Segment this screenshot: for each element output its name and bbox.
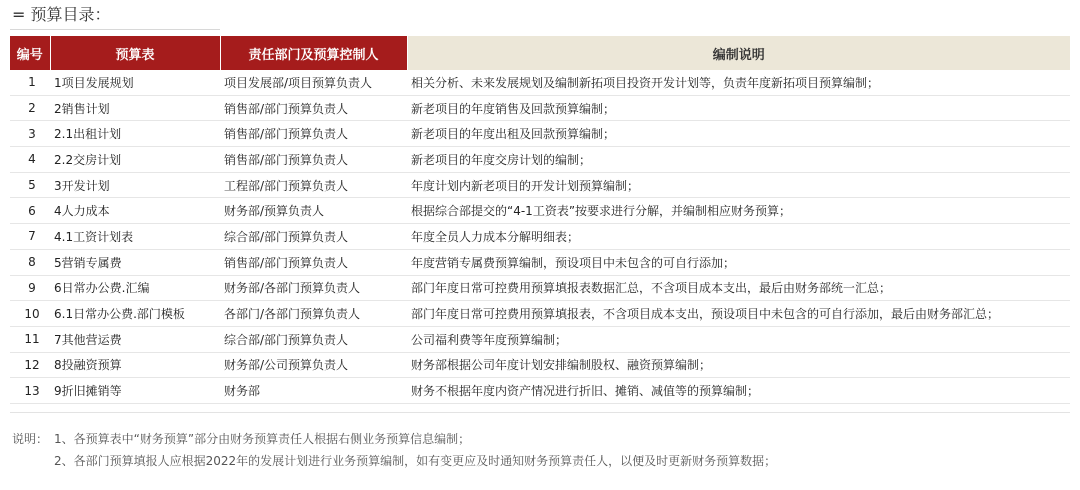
cell-responsible-dept: 财务部/各部门预算负责人: [220, 275, 407, 301]
cell-budget-sheet: 5营销专属费: [50, 249, 220, 275]
cell-budget-sheet: 2.2交房计划: [50, 147, 220, 173]
header-description: 编制说明: [407, 36, 1070, 70]
cell-number: 9: [10, 275, 50, 301]
table-row: [10, 224, 1070, 250]
cell-responsible-dept: 综合部/部门预算负责人: [220, 326, 407, 352]
cell-responsible-dept: 财务部: [220, 378, 407, 404]
cell-responsible-dept: 工程部/部门预算负责人: [220, 172, 407, 198]
cell-number: 7: [10, 224, 50, 250]
cell-description: 根据综合部提交的“4-1工资表”按要求进行分解，并编制相应财务预算；: [407, 198, 1070, 224]
title-underline: [10, 29, 220, 30]
cell-number: 11: [10, 326, 50, 352]
notes-label: 说明：: [12, 432, 49, 446]
cell-responsible-dept: 项目发展部/项目预算负责人: [220, 70, 407, 95]
notes-section: [12, 428, 776, 472]
cell-responsible-dept: 财务部/公司预算负责人: [220, 352, 407, 378]
cell-responsible-dept: 销售部/部门预算负责人: [220, 249, 407, 275]
cell-description: 公司福利费等年度预算编制；: [407, 326, 1070, 352]
table-body: [10, 70, 1070, 403]
cell-number: 6: [10, 198, 50, 224]
table-bottom-rule: [10, 412, 1070, 413]
table-row: [10, 95, 1070, 121]
cell-responsible-dept: 财务部/预算负责人: [220, 198, 407, 224]
cell-budget-sheet: 6日常办公费.汇编: [50, 275, 220, 301]
cell-budget-sheet: 2销售计划: [50, 95, 220, 121]
cell-budget-sheet: 6.1日常办公费.部门模板: [50, 301, 220, 327]
cell-description: 部门年度日常可控费用预算填报表数据汇总，不含项目成本支出，最后由财务部统一汇总；: [407, 275, 1070, 301]
cell-description: 新老项目的年度交房计划的编制；: [407, 147, 1070, 173]
cell-number: 8: [10, 249, 50, 275]
cell-number: 13: [10, 378, 50, 404]
cell-description: 年度计划内新老项目的开发计划预算编制；: [407, 172, 1070, 198]
cell-responsible-dept: 销售部/部门预算负责人: [220, 95, 407, 121]
table-row: [10, 121, 1070, 147]
cell-number: 10: [10, 301, 50, 327]
cell-description: 新老项目的年度出租及回款预算编制；: [407, 121, 1070, 147]
table-row: [10, 172, 1070, 198]
table-header-row: [10, 36, 1070, 70]
cell-description: 新老项目的年度销售及回款预算编制；: [407, 95, 1070, 121]
cell-budget-sheet: 4人力成本: [50, 198, 220, 224]
table-row: [10, 275, 1070, 301]
table-row: [10, 147, 1070, 173]
cell-number: 1: [10, 70, 50, 95]
header-budget-sheet: 预算表: [50, 36, 220, 70]
cell-budget-sheet: 2.1出租计划: [50, 121, 220, 147]
cell-budget-sheet: 1项目发展规划: [50, 70, 220, 95]
cell-responsible-dept: 综合部/部门预算负责人: [220, 224, 407, 250]
cell-responsible-dept: 各部门/各部门预算负责人: [220, 301, 407, 327]
cell-budget-sheet: 9折旧摊销等: [50, 378, 220, 404]
table-row: [10, 70, 1070, 95]
cell-number: 3: [10, 121, 50, 147]
table-row: [10, 326, 1070, 352]
cell-budget-sheet: 7其他营运费: [50, 326, 220, 352]
header-responsible-dept: 责任部门及预算控制人: [220, 36, 407, 70]
cell-description: 财务不根据年度内资产情况进行折旧、摊销、减值等的预算编制；: [407, 378, 1070, 404]
cell-budget-sheet: 3开发计划: [50, 172, 220, 198]
table-row: [10, 198, 1070, 224]
page-title: = 预算目录：: [12, 5, 111, 24]
cell-responsible-dept: 销售部/部门预算负责人: [220, 121, 407, 147]
header-number: 编号: [10, 36, 50, 70]
table-row: [10, 301, 1070, 327]
cell-number: 12: [10, 352, 50, 378]
cell-responsible-dept: 销售部/部门预算负责人: [220, 147, 407, 173]
cell-description: 年度全员人力成本分解明细表；: [407, 224, 1070, 250]
table-row: [10, 378, 1070, 404]
cell-description: 相关分析、未来发展规划及编制新拓项目投资开发计划等，负责年度新拓项目预算编制；: [407, 70, 1070, 95]
cell-number: 2: [10, 95, 50, 121]
cell-number: 4: [10, 147, 50, 173]
table-row: [10, 352, 1070, 378]
note-item-2: 2、各部门预算填报人应根据2022年的发展计划进行业务预算编制，如有变更应及时通知财务预算责任人，以便及时更新财务预算数据；: [54, 454, 777, 468]
note-item-1: 1、各预算表中“财务预算”部分由财务预算责任人根据右侧业务预算信息编制；: [54, 432, 471, 446]
table-row: [10, 249, 1070, 275]
budget-table: [10, 36, 1070, 404]
cell-budget-sheet: 8投融资预算: [50, 352, 220, 378]
cell-budget-sheet: 4.1工资计划表: [50, 224, 220, 250]
cell-description: 年度营销专属费预算编制，预设项目中未包含的可自行添加；: [407, 249, 1070, 275]
cell-description: 部门年度日常可控费用预算填报表，不含项目成本支出，预设项目中未包含的可自行添加，最后由财务部汇总；: [407, 301, 1070, 327]
cell-description: 财务部根据公司年度计划安排编制股权、融资预算编制；: [407, 352, 1070, 378]
cell-number: 5: [10, 172, 50, 198]
